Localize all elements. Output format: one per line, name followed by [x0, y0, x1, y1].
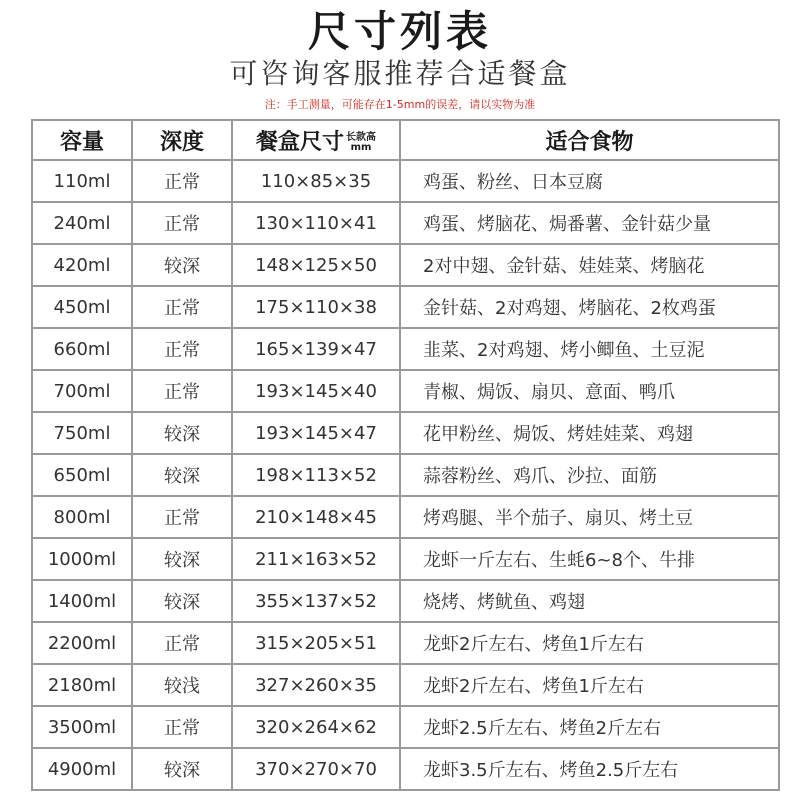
table-row: [32, 202, 779, 244]
cell-depth: 正常: [132, 622, 232, 664]
cell-capacity: 700ml: [32, 370, 132, 412]
cell-depth: 较深: [132, 244, 232, 286]
cell-food: 烧烤、烤鱿鱼、鸡翅: [400, 580, 779, 622]
cell-size: 355×137×52: [232, 580, 400, 622]
cell-capacity: 650ml: [32, 454, 132, 496]
header-size-note-top: 长款高: [346, 131, 376, 143]
cell-size: 315×205×51: [232, 622, 400, 664]
cell-size: 370×270×70: [232, 748, 400, 790]
header-size: [232, 120, 400, 160]
cell-food: 鸡蛋、烤脑花、焗番薯、金针菇少量: [400, 202, 779, 244]
cell-capacity: 4900ml: [32, 748, 132, 790]
cell-food: 龙虾3.5斤左右、烤鱼2.5斤左右: [400, 748, 779, 790]
cell-food: 蒜蓉粉丝、鸡爪、沙拉、面筋: [400, 454, 779, 496]
cell-depth: 较深: [132, 412, 232, 454]
cell-capacity: 3500ml: [32, 706, 132, 748]
cell-food: 龙虾2斤左右、烤鱼1斤左右: [400, 664, 779, 706]
cell-size: 210×148×45: [232, 496, 400, 538]
cell-depth: 较深: [132, 580, 232, 622]
cell-depth: 正常: [132, 496, 232, 538]
table-row: [32, 538, 779, 580]
table-row: [32, 580, 779, 622]
cell-capacity: 110ml: [32, 160, 132, 202]
table-row: [32, 160, 779, 202]
cell-depth: 正常: [132, 370, 232, 412]
table-row: [32, 286, 779, 328]
cell-food: 2对中翅、金针菇、娃娃菜、烤脑花: [400, 244, 779, 286]
cell-depth: 正常: [132, 286, 232, 328]
cell-size: 320×264×62: [232, 706, 400, 748]
cell-depth: 较深: [132, 748, 232, 790]
cell-capacity: 420ml: [32, 244, 132, 286]
header-depth: 深度: [132, 120, 232, 160]
table-row: [32, 664, 779, 706]
table-header-row: [32, 120, 779, 160]
cell-size: 165×139×47: [232, 328, 400, 370]
table-row: [32, 328, 779, 370]
cell-size: 193×145×40: [232, 370, 400, 412]
cell-capacity: 750ml: [32, 412, 132, 454]
table-row: [32, 454, 779, 496]
cell-depth: 正常: [132, 202, 232, 244]
cell-size: 211×163×52: [232, 538, 400, 580]
measurement-note: 注：手工测量，可能存在1-5mm的误差，请以实物为准: [264, 98, 536, 111]
header-food: 适合食物: [400, 120, 779, 160]
cell-size: 110×85×35: [232, 160, 400, 202]
header-size-unit-note: [346, 133, 376, 153]
header-size-note-bottom: mm: [350, 141, 372, 153]
cell-capacity: 800ml: [32, 496, 132, 538]
table-row: [32, 706, 779, 748]
table-row: [32, 496, 779, 538]
size-table: [31, 119, 780, 791]
cell-depth: 较浅: [132, 664, 232, 706]
cell-depth: 较深: [132, 538, 232, 580]
table-body: [32, 160, 779, 790]
cell-size: 175×110×38: [232, 286, 400, 328]
cell-size: 198×113×52: [232, 454, 400, 496]
cell-food: 烤鸡腿、半个茄子、扇贝、烤土豆: [400, 496, 779, 538]
cell-food: 龙虾2斤左右、烤鱼1斤左右: [400, 622, 779, 664]
cell-capacity: 2200ml: [32, 622, 132, 664]
cell-depth: 较深: [132, 454, 232, 496]
table-row: [32, 622, 779, 664]
cell-capacity: 2180ml: [32, 664, 132, 706]
cell-food: 花甲粉丝、焗饭、烤娃娃菜、鸡翅: [400, 412, 779, 454]
header-capacity: 容量: [32, 120, 132, 160]
page-subtitle: 可咨询客服推荐合适餐盒: [229, 57, 571, 90]
cell-depth: 正常: [132, 160, 232, 202]
cell-capacity: 1400ml: [32, 580, 132, 622]
cell-capacity: 450ml: [32, 286, 132, 328]
cell-food: 鸡蛋、粉丝、日本豆腐: [400, 160, 779, 202]
cell-capacity: 1000ml: [32, 538, 132, 580]
cell-food: 龙虾一斤左右、生蚝6~8个、牛排: [400, 538, 779, 580]
table-row: [32, 412, 779, 454]
table-row: [32, 370, 779, 412]
cell-food: 韭菜、2对鸡翅、烤小鲫鱼、土豆泥: [400, 328, 779, 370]
table-row: [32, 244, 779, 286]
cell-size: 148×125×50: [232, 244, 400, 286]
header-size-label: 餐盒尺寸: [255, 129, 344, 155]
cell-depth: 正常: [132, 328, 232, 370]
cell-size: 327×260×35: [232, 664, 400, 706]
cell-size: 193×145×47: [232, 412, 400, 454]
cell-size: 130×110×41: [232, 202, 400, 244]
cell-food: 金针菇、2对鸡翅、烤脑花、2枚鸡蛋: [400, 286, 779, 328]
cell-capacity: 240ml: [32, 202, 132, 244]
table-row: [32, 748, 779, 790]
cell-capacity: 660ml: [32, 328, 132, 370]
cell-food: 青椒、焗饭、扇贝、意面、鸭爪: [400, 370, 779, 412]
page-title: 尺寸列表: [307, 7, 492, 56]
cell-food: 龙虾2.5斤左右、烤鱼2斤左右: [400, 706, 779, 748]
cell-depth: 正常: [132, 706, 232, 748]
